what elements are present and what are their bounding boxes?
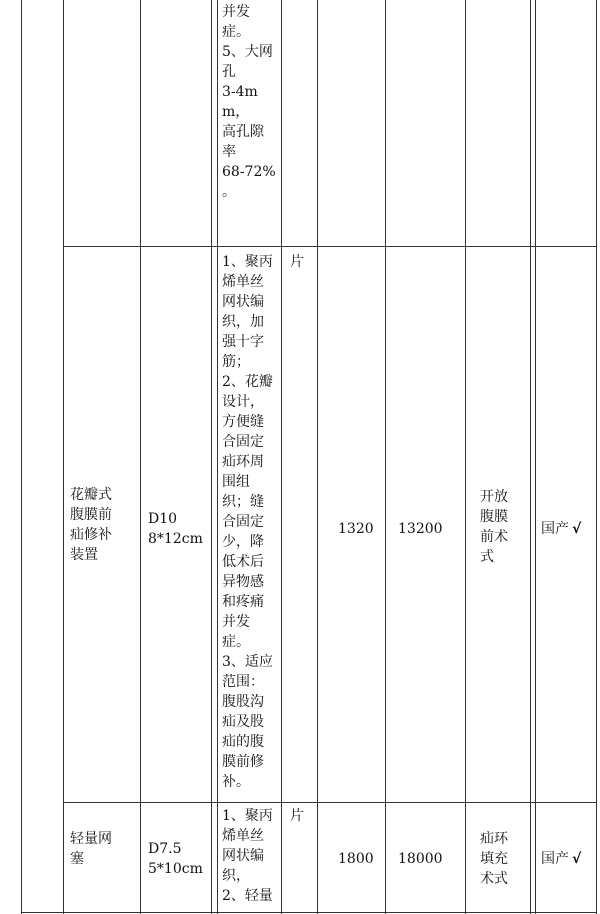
origin-label: 国产 bbox=[541, 851, 569, 867]
cell-text-line: 花瓣式 bbox=[70, 487, 112, 503]
cell-text-line: 症。 bbox=[222, 634, 250, 650]
unit-price-cell: 1320 bbox=[338, 521, 374, 537]
cell-text-line: 腹膜前 bbox=[70, 507, 112, 523]
cell-text-line: 症。 bbox=[222, 24, 250, 40]
cell-text-line: D7.5 bbox=[148, 841, 182, 857]
table-grid-line bbox=[217, 0, 218, 914]
spec-cell bbox=[148, 839, 208, 879]
cell-text-line: 填充 bbox=[480, 851, 508, 867]
cell-text-line: 率 bbox=[222, 144, 236, 160]
unit-cell: 片 bbox=[290, 254, 304, 270]
table-border-left bbox=[21, 0, 22, 914]
cell-text-line: 轻量网 bbox=[70, 831, 112, 847]
cell-text-line: 2、花瓣 bbox=[222, 374, 273, 390]
procedure-cell bbox=[480, 829, 524, 889]
cell-text-line: 孔 bbox=[222, 64, 236, 80]
cell-text-line: 。 bbox=[222, 184, 236, 200]
cell-text-line: 5、大网 bbox=[222, 44, 273, 60]
cell-text-line: 烯单丝 bbox=[222, 274, 264, 290]
table-border-bottom bbox=[21, 912, 597, 913]
table-grid-line bbox=[385, 0, 386, 914]
origin-cell bbox=[541, 519, 581, 539]
table-grid-line bbox=[140, 0, 141, 914]
cell-text-line: 5*10cm bbox=[148, 861, 203, 877]
table-grid-line bbox=[465, 0, 466, 914]
description-cell-continued bbox=[222, 2, 280, 202]
cell-text-line: 1、聚丙 bbox=[222, 254, 273, 270]
cell-text-line: 腹膜 bbox=[480, 509, 508, 525]
cell-text-line: 范围： bbox=[222, 674, 264, 690]
unit-price-cell: 1800 bbox=[338, 851, 374, 867]
cell-text-line: 围组 bbox=[222, 474, 250, 490]
unit-cell: 片 bbox=[290, 808, 304, 824]
cell-text-line: 腹股沟 bbox=[222, 694, 264, 710]
spec-cell bbox=[148, 509, 208, 549]
cell-text-line: 异物感 bbox=[222, 574, 264, 590]
description-cell bbox=[222, 252, 280, 792]
cell-text-line: 68-72% bbox=[222, 164, 276, 180]
product-name-cell bbox=[70, 485, 136, 565]
cell-text-line: 并发 bbox=[222, 614, 250, 630]
total-price-cell: 13200 bbox=[398, 521, 443, 537]
cell-text-line: 高孔隙 bbox=[222, 124, 264, 140]
cell-text-line: 8*12cm bbox=[148, 531, 203, 547]
cell-text-line: 筋； bbox=[222, 354, 250, 370]
cell-text-line: 网状编 bbox=[222, 848, 264, 864]
table-grid-line bbox=[535, 0, 536, 914]
cell-text-line: 式 bbox=[480, 549, 494, 565]
cell-text-line: 疝的腹 bbox=[222, 734, 264, 750]
procedure-cell bbox=[480, 487, 524, 567]
table-grid-line bbox=[530, 0, 531, 914]
cell-text-line: 织；缝 bbox=[222, 494, 264, 510]
cell-text-line: 烯单丝 bbox=[222, 828, 264, 844]
cell-text-line: 2、轻量 bbox=[222, 888, 273, 904]
cell-text-line: 并发 bbox=[222, 4, 250, 20]
row-separator bbox=[63, 246, 597, 247]
cell-text-line: 强十字 bbox=[222, 334, 264, 350]
cell-text-line: 疝及股 bbox=[222, 714, 264, 730]
cell-text-line: 方便缝 bbox=[222, 414, 264, 430]
cell-text-line: 前术 bbox=[480, 529, 508, 545]
cell-text-line: D10 bbox=[148, 511, 178, 527]
origin-cell bbox=[541, 849, 581, 869]
cell-text-line: 塞 bbox=[70, 851, 84, 867]
description-cell bbox=[222, 806, 280, 906]
cell-text-line: 织，加 bbox=[222, 314, 264, 330]
table-border-right bbox=[596, 0, 597, 914]
cell-text-line: 1、聚丙 bbox=[222, 808, 273, 824]
check-mark-icon: √ bbox=[572, 521, 582, 537]
cell-text-line: 织， bbox=[222, 868, 250, 884]
cell-text-line: 装置 bbox=[70, 547, 98, 563]
cell-text-line: 低术后 bbox=[222, 554, 264, 570]
cell-text-line: 疝环周 bbox=[222, 454, 264, 470]
cell-text-line: 补。 bbox=[222, 774, 250, 790]
table-grid-line bbox=[317, 0, 318, 914]
cell-text-line: 术式 bbox=[480, 871, 508, 887]
cell-text-line: 膜前修 bbox=[222, 754, 264, 770]
table-grid-line bbox=[281, 0, 282, 914]
cell-text-line: 3、适应 bbox=[222, 654, 273, 670]
product-name-cell bbox=[70, 829, 136, 869]
cell-text-line: 疝环 bbox=[480, 831, 508, 847]
origin-label: 国产 bbox=[541, 521, 569, 537]
cell-text-line: 开放 bbox=[480, 489, 508, 505]
total-price-cell: 18000 bbox=[398, 851, 443, 867]
cell-text-line: 设计， bbox=[222, 394, 264, 410]
cell-text-line: 3-4mm， bbox=[222, 84, 258, 120]
row-separator bbox=[63, 802, 597, 803]
table-grid-line bbox=[211, 0, 212, 914]
cell-text-line: 和疼痛 bbox=[222, 594, 264, 610]
cell-text-line: 合固定 bbox=[222, 434, 264, 450]
cell-text-line: 网状编 bbox=[222, 294, 264, 310]
cell-text-line: 合固定 bbox=[222, 514, 264, 530]
cell-text-line: 少，降 bbox=[222, 534, 264, 550]
check-mark-icon: √ bbox=[572, 851, 582, 867]
table-grid-line bbox=[63, 0, 64, 914]
cell-text-line: 疝修补 bbox=[70, 527, 112, 543]
